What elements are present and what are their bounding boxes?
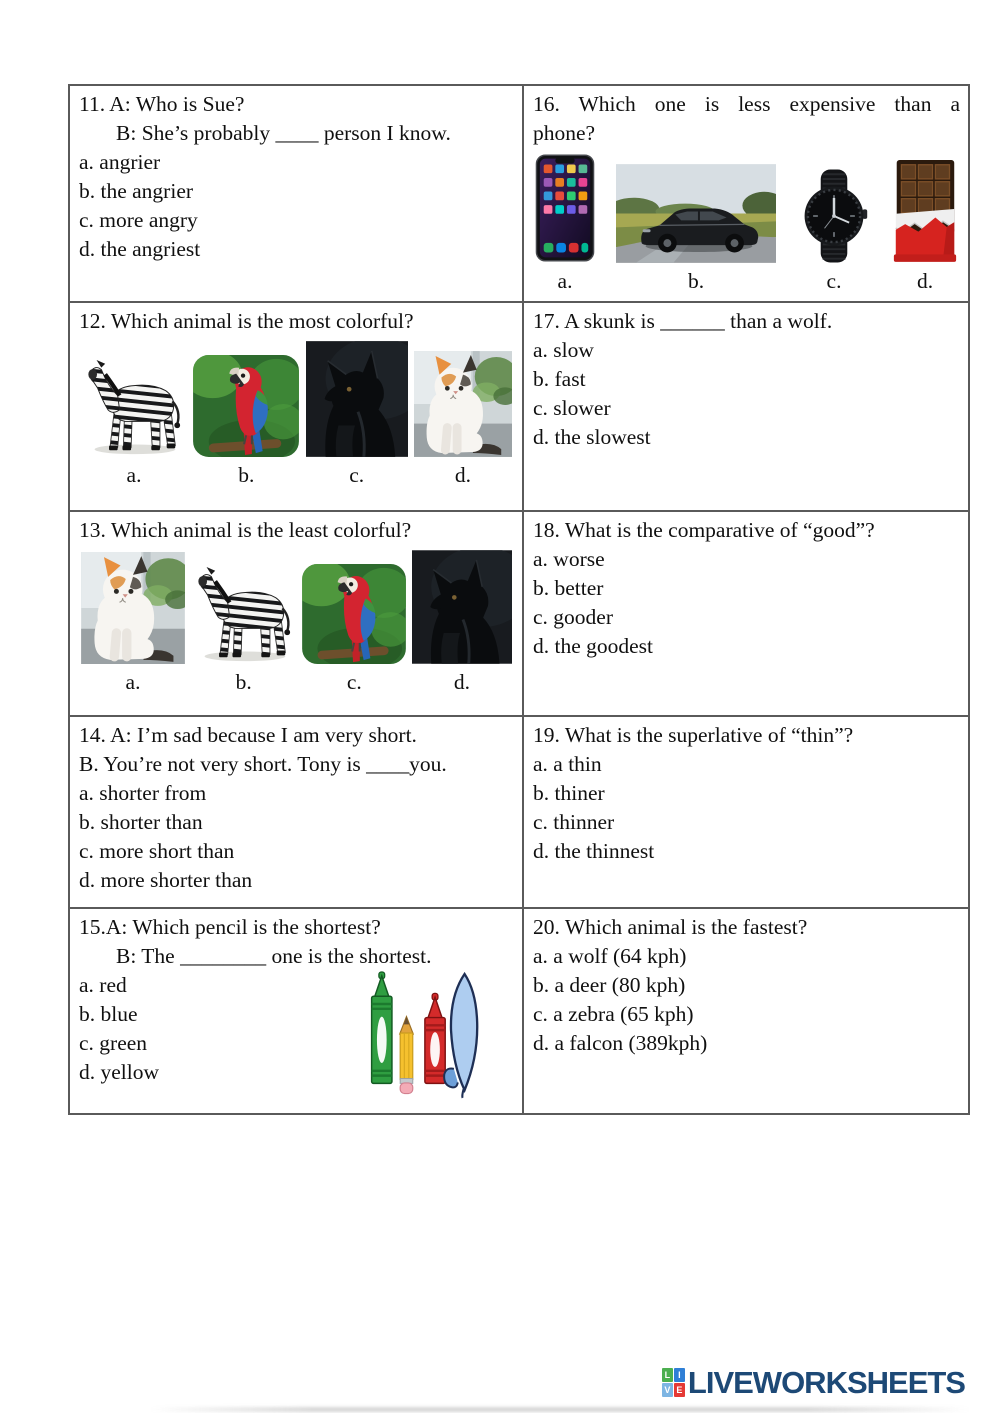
black-dog-image	[412, 550, 512, 664]
q12-choice-c-label: c.	[349, 463, 365, 487]
q13-choice-a-label: a.	[125, 670, 141, 694]
parrot-image	[193, 355, 299, 457]
liveworksheets-logo[interactable]	[662, 1367, 965, 1398]
black-dog-image	[306, 341, 408, 457]
q11-option-a[interactable]: a. angrier	[79, 150, 161, 174]
question-15-line-2: B: The ________ one is the shortest.	[116, 944, 432, 968]
chocolate-bar-image	[892, 157, 958, 263]
q12-choice-c-black-dog[interactable]	[306, 341, 408, 488]
logo-square-l: L	[662, 1368, 673, 1382]
q16-choice-d-label: d.	[916, 269, 934, 293]
question-14-line-2: B. You’re not very short. Tony is ____you.	[79, 752, 447, 776]
logo-square-v: V	[662, 1383, 673, 1397]
question-13-cell	[69, 511, 523, 716]
logo-square-i: I	[674, 1368, 685, 1382]
q11-option-c[interactable]: c. more angry	[79, 208, 198, 232]
question-17-cell	[523, 302, 969, 511]
question-15-line-1: 15.A: Which pencil is the shortest?	[79, 915, 381, 939]
page-edge-artifact	[150, 1407, 970, 1412]
q14-option-c[interactable]: c. more short than	[79, 839, 235, 863]
q18-option-d[interactable]: d. the goodest	[533, 634, 654, 658]
question-20-title: 20. Which animal is the fastest?	[533, 915, 808, 939]
question-11-line-1: 11. A: Who is Sue?	[79, 92, 245, 116]
kitten-image	[414, 351, 512, 457]
q12-choice-a-zebra[interactable]	[81, 359, 187, 488]
q13-choice-c-label: c.	[346, 670, 362, 694]
car-image	[616, 164, 776, 263]
question-19-title: 19. What is the superlative of “thin”?	[533, 723, 854, 747]
question-15-cell	[69, 908, 523, 1114]
q17-option-d[interactable]: d. the slowest	[533, 425, 651, 449]
q18-option-b[interactable]: b. better	[533, 576, 604, 600]
question-18-title: 18. What is the comparative of “good”?	[533, 518, 875, 542]
q15-option-d[interactable]: d. yellow	[79, 1060, 160, 1084]
question-20-cell	[523, 908, 969, 1114]
q16-choice-c-label: c.	[826, 269, 842, 293]
crayons-pencil-feather-image	[360, 968, 482, 1100]
question-16-cell	[523, 85, 969, 302]
q12-choice-b-parrot[interactable]	[193, 355, 299, 488]
parrot-image	[302, 564, 406, 664]
q20-option-d[interactable]: d. a falcon (389kph)	[533, 1031, 708, 1055]
q17-option-c[interactable]: c. slower	[533, 396, 611, 420]
q14-option-d[interactable]: d. more shorter than	[79, 868, 253, 892]
question-18-cell	[523, 511, 969, 716]
q11-option-d[interactable]: d. the angriest	[79, 237, 201, 261]
q12-choice-a-label: a.	[126, 463, 142, 487]
q14-option-a[interactable]: a. shorter from	[79, 781, 207, 805]
q13-choices-row	[79, 550, 514, 695]
question-table	[68, 84, 970, 1115]
q13-choice-b-label: b.	[235, 670, 252, 694]
logo-square-e: E	[674, 1383, 685, 1397]
q19-option-b[interactable]: b. thiner	[533, 781, 605, 805]
liveworksheets-icon	[662, 1368, 685, 1397]
q20-option-a[interactable]: a. a wolf (64 kph)	[533, 944, 687, 968]
smartwatch-image	[797, 169, 871, 263]
q15-option-b[interactable]: b. blue	[79, 1002, 138, 1026]
question-16-line-1: 16. Which one is less expensive than a	[533, 92, 960, 116]
q13-choice-a-kitten[interactable]	[81, 552, 185, 695]
q19-option-c[interactable]: c. thinner	[533, 810, 615, 834]
q12-choice-d-label: d.	[454, 463, 472, 487]
q13-choice-c-parrot[interactable]	[302, 564, 406, 695]
q15-option-c[interactable]: c. green	[79, 1031, 148, 1055]
q16-choice-b-car[interactable]	[616, 164, 776, 294]
liveworksheets-wordmark: LIVEWORKSHEETS	[687, 1365, 965, 1400]
q17-option-a[interactable]: a. slow	[533, 338, 594, 362]
q15-option-a[interactable]: a. red	[79, 973, 127, 997]
zebra-image	[191, 566, 297, 664]
q20-option-c[interactable]: c. a zebra (65 kph)	[533, 1002, 694, 1026]
q18-option-a[interactable]: a. worse	[533, 547, 605, 571]
question-12-title: 12. Which animal is the most colorful?	[79, 309, 414, 333]
question-19-cell	[523, 716, 969, 908]
q16-choice-a-smartphone[interactable]	[535, 153, 595, 294]
q12-choices-row	[79, 341, 514, 488]
q19-option-a[interactable]: a. a thin	[533, 752, 602, 776]
q16-choice-d-chocolate[interactable]	[892, 157, 958, 294]
q13-choice-d-black-dog[interactable]	[412, 550, 512, 695]
q18-option-c[interactable]: c. gooder	[533, 605, 613, 629]
question-14-line-1: 14. A: I’m sad because I am very short.	[79, 723, 417, 747]
question-12-cell	[69, 302, 523, 511]
smartphone-image	[535, 153, 595, 263]
q16-choices-row	[533, 153, 960, 294]
q17-option-b[interactable]: b. fast	[533, 367, 586, 391]
question-16-line-2: phone?	[533, 121, 596, 145]
zebra-image	[81, 359, 187, 457]
question-11-cell	[69, 85, 523, 302]
q19-option-d[interactable]: d. the thinnest	[533, 839, 655, 863]
q16-choice-a-label: a.	[557, 269, 573, 293]
question-13-title: 13. Which animal is the least colorful?	[79, 518, 412, 542]
q12-choice-b-label: b.	[238, 463, 255, 487]
q14-option-b[interactable]: b. shorter than	[79, 810, 203, 834]
question-14-cell	[69, 716, 523, 908]
q20-option-b[interactable]: b. a deer (80 kph)	[533, 973, 686, 997]
q13-choice-b-zebra[interactable]	[191, 566, 297, 695]
q16-choice-b-label: b.	[687, 269, 705, 293]
question-17-title: 17. A skunk is ______ than a wolf.	[533, 309, 833, 333]
kitten-image	[81, 552, 185, 664]
q16-choice-c-smartwatch[interactable]	[797, 169, 871, 294]
question-11-line-2: B: She’s probably ____ person I know.	[116, 121, 451, 145]
q12-choice-d-kitten[interactable]	[414, 351, 512, 488]
q11-option-b[interactable]: b. the angrier	[79, 179, 194, 203]
q13-choice-d-label: d.	[453, 670, 471, 694]
